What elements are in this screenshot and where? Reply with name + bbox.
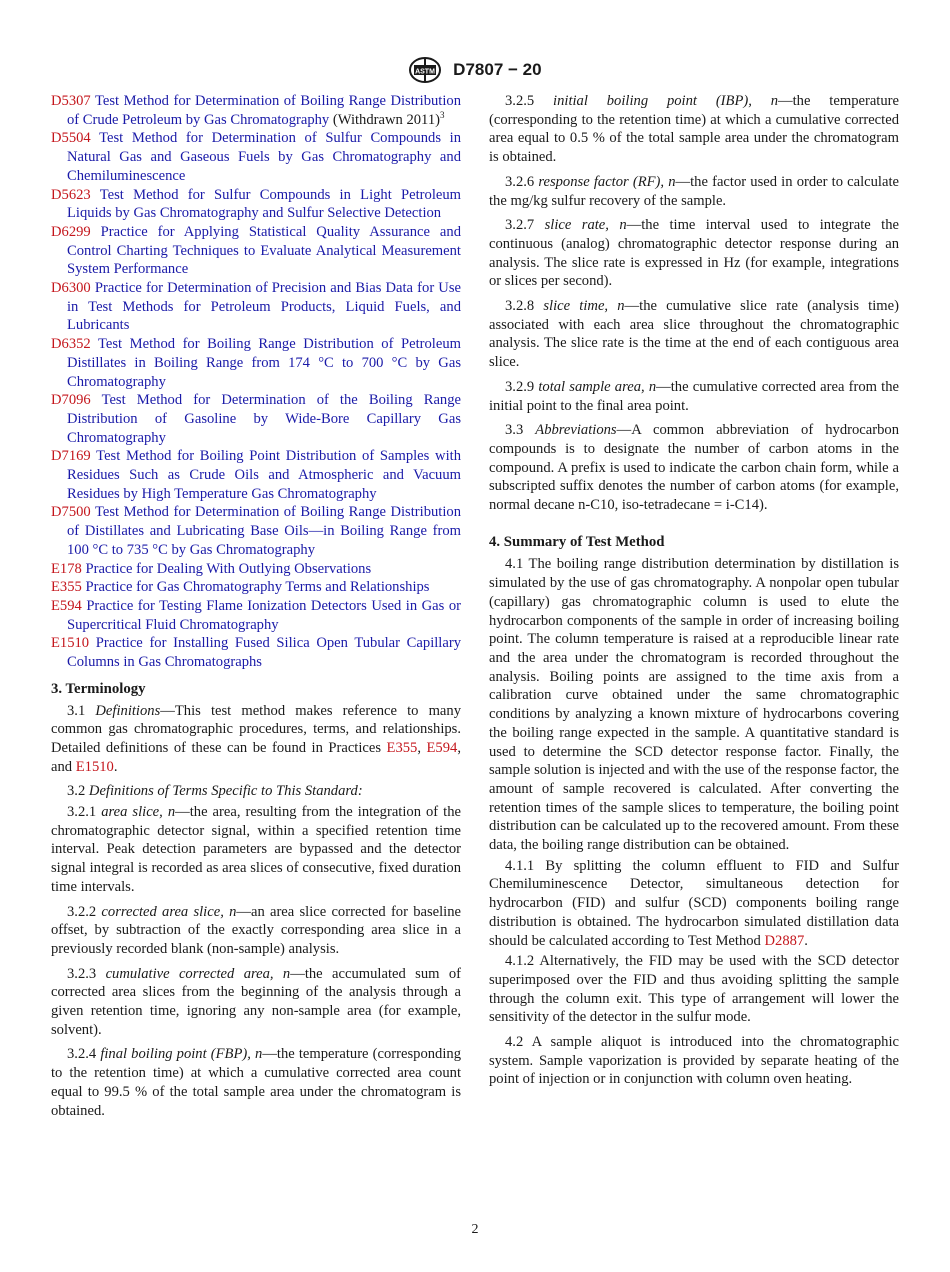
clause-number: 3.2 — [67, 783, 86, 800]
reference-item — [51, 578, 461, 597]
left-column — [51, 92, 461, 1120]
definition-text: —the factor used in order to calculate the mg/kg sulfur recovery of the sample. — [489, 173, 899, 209]
reference-title-link[interactable]: Test Method for Determination of the Boiling Range Distribution of Gasoline by Wide-Bore Capillary Gas Chromatography — [67, 392, 461, 446]
paragraph-3-2-2 — [51, 903, 461, 959]
definition-text: —the temperature (corresponding to the retention time) at which a cumulative corrected area count equal to 99.5 % of the total sample area under the chromatogram is obtained. — [51, 1046, 461, 1119]
clause-number: 3.3 — [505, 422, 524, 439]
reference-item — [51, 279, 461, 335]
reference-code-link[interactable]: D7500 — [51, 504, 91, 521]
link-e1510[interactable]: E1510 — [75, 758, 114, 775]
reference-title-link[interactable]: Practice for Determination of Precision and Bias Data for Use in Test Methods for Petroleum Products, Liquid Fuels, and Lubricants — [67, 280, 461, 334]
term: Abbreviations — [535, 422, 617, 439]
reference-item — [51, 92, 461, 129]
definition-text: —the area, resulting from the integration of the chromatographic detector signal, within a specified retention time interval. Peak detection parameters are bypassed and the detector signal integral is recorded as area slices of consecutive, fixed duration time intervals. — [51, 804, 461, 895]
paragraph-3-2-8 — [489, 297, 899, 372]
clause-number: 3.2.4 — [67, 1046, 97, 1063]
term: initial boiling point (IBP), n — [553, 93, 779, 109]
footnote-marker: 3 — [439, 109, 445, 120]
references-list — [51, 92, 461, 672]
reference-title-link[interactable]: Test Method for Boiling Range Distribution of Petroleum Distillates in Boiling Range from 174 °C to 700 °C by Gas Chromatography — [67, 336, 461, 390]
reference-title-link[interactable]: Practice for Gas Chromatography Terms and Relationships — [85, 579, 430, 596]
reference-item — [51, 597, 461, 634]
paragraph-3-2-7 — [489, 216, 899, 291]
reference-note: (Withdrawn 2011) — [332, 111, 440, 128]
reference-item — [51, 223, 461, 279]
reference-item — [51, 634, 461, 671]
paragraph-3-1 — [51, 702, 461, 777]
reference-item — [51, 129, 461, 185]
reference-item — [51, 560, 461, 579]
paragraph-3-2 — [51, 782, 461, 801]
reference-code-link[interactable]: E355 — [51, 579, 82, 596]
clause-number: 3.2.5 — [505, 93, 535, 109]
reference-code-link[interactable]: D5623 — [51, 186, 91, 203]
paragraph-3-2-9 — [489, 378, 899, 415]
term: slice time, n — [543, 298, 625, 315]
link-e594[interactable]: E594 — [426, 739, 458, 756]
definition-text: —the accumulated sum of corrected area slices from the beginning of the analysis through a given retention time, ignoring any non-sample area (for example, solvent). — [51, 965, 461, 1038]
term: slice rate, n — [544, 217, 627, 234]
reference-item — [51, 186, 461, 223]
reference-title-link[interactable]: Test Method for Determination of Boiling Range Distribution of Distillates and Lubricating Base Oils—in Boiling Range from 100 °C to 735 °C by Gas Chromatography — [67, 504, 461, 558]
definition-text: —the time interval used to integrate the continuous (analog) chromatographic detector response during an analysis. The slice rate is expressed in Hz (for example, integrations or slices per second). — [489, 217, 899, 290]
term: corrected area slice, n — [101, 903, 237, 920]
link-d2887[interactable]: D2887 — [764, 932, 805, 949]
reference-code-link[interactable]: E594 — [51, 597, 82, 614]
paragraph-3-2-5 — [489, 92, 899, 167]
reference-code-link[interactable]: E178 — [51, 560, 82, 577]
period: . — [804, 932, 808, 949]
reference-code-link[interactable]: E1510 — [51, 635, 90, 652]
reference-code-link[interactable]: D5504 — [51, 130, 91, 147]
clause-number: 3.2.2 — [67, 903, 97, 920]
paragraph-3-2-4 — [51, 1045, 461, 1120]
clause-number: 3.2.3 — [67, 965, 97, 982]
clause-number: 3.2.9 — [505, 378, 535, 395]
definition-text: —the temperature (corresponding to the retention time) at which a cumulative corrected area equal to 0.5 % of the total sample area under the chromatogram is obtained. — [489, 93, 899, 166]
reference-code-link[interactable]: D7096 — [51, 392, 91, 409]
definition-text: —the cumulative corrected area from the initial point to the final area point. — [489, 378, 899, 414]
paragraph-3-2-3 — [51, 965, 461, 1040]
paragraph-text: —A common abbreviation of hydrocarbon compounds is to designate the number of carbon atoms in the compound. A prefix is used to indicate the carbon chain form, while a subscripted suffix denotes the number of carbon atoms (for example, normal decane n-C10, iso-tetradecane = i-C14). — [489, 422, 899, 514]
paragraph-3-2-1 — [51, 803, 461, 897]
clause-number: 3.2.1 — [67, 804, 97, 821]
reference-title-link[interactable]: Test Method for Sulfur Compounds in Light Petroleum Liquids by Gas Chromatography and Sulfur Selective Detection — [67, 186, 462, 222]
paragraph-4-2: 4.2 A sample aliquot is introduced into the chromatographic system. Sample vaporization is provided by separate heating of the point of injection or in conjunction with column oven heating. — [489, 1034, 899, 1088]
page-header — [0, 56, 950, 84]
document-designation: D7807 − 20 — [453, 60, 542, 79]
reference-item — [51, 447, 461, 503]
paragraph-3-3 — [489, 421, 899, 515]
term: total sample area, n — [538, 378, 657, 395]
paragraph-3-2-6 — [489, 173, 899, 210]
separator: , and — [51, 739, 461, 775]
period: . — [113, 758, 118, 775]
definition-text: —an area slice corrected for baseline offset, by subtraction of the exactly corresponding area slice in a previously recorded blank (non-sample) analysis. — [51, 903, 462, 957]
reference-code-link[interactable]: D6299 — [51, 223, 91, 240]
reference-title-link[interactable]: Test Method for Determination of Boiling Range Distribution of Crude Petroleum by Gas Chromatography — [67, 93, 461, 128]
term: cumulative corrected area, n — [105, 965, 291, 982]
paragraph-4-1: 4.1 The boiling range distribution determination by distillation is simulated by the use of gas chromatography. A nonpolar open tubular (capillary) gas chromatographic column is used to elute the hydrocarbon components of the sample in order of increasing boiling point. The column temperature is raised at a reproducible linear rate and the area under the chromatogram is recorded throughout the analysis. Boiling points are assigned to the time axis from a calibration curve obtained under the same chromatographic conditions by analyzing a known mixture of hydrocarbons covering the boiling range expected in the sample. A quantitative standard is used to determine the SCD detector response factor. Finally, the sample solution is injected and with the use of the response factor, the amount of sample recovered is calculated. After converting the retention times of the sample slices to temperature, the boiling point distribution can be calculated up to the recovered amount. From these data, the boiling range distribution can be obtained. — [489, 556, 899, 854]
link-e355[interactable]: E355 — [386, 739, 418, 756]
separator: , — [417, 739, 422, 756]
astm-logo-icon — [408, 56, 442, 84]
section-heading-terminology: 3. Terminology — [51, 680, 146, 697]
term: final boiling point (FBP), n — [100, 1046, 263, 1063]
reference-title-link[interactable]: Practice for Dealing With Outlying Observations — [85, 560, 372, 577]
reference-title-link[interactable]: Practice for Installing Fused Silica Open Tubular Capillary Columns in Gas Chromatographs — [67, 635, 461, 671]
paragraph-4-1-1 — [489, 857, 899, 951]
term: Definitions — [95, 702, 161, 719]
reference-title-link[interactable]: Practice for Testing Flame Ionization Detectors Used in Gas or Supercritical Fluid Chromatography — [67, 597, 461, 633]
clause-number: 3.1 — [67, 702, 86, 719]
clause-number: 3.2.7 — [505, 217, 535, 234]
reference-code-link[interactable]: D6300 — [51, 280, 91, 297]
reference-item — [51, 335, 461, 391]
clause-number: 3.2.6 — [505, 173, 535, 190]
reference-code-link[interactable]: D7169 — [51, 448, 91, 465]
clause-number: 3.2.8 — [505, 298, 535, 315]
right-column — [489, 92, 899, 1089]
reference-code-link[interactable]: D6352 — [51, 336, 91, 353]
section-heading-summary: 4. Summary of Test Method — [489, 533, 665, 550]
term: area slice, n — [101, 804, 176, 821]
definition-text: —the cumulative slice rate (analysis time) associated with each area slice throughout the chromatographic analysis. The slice rate is the time at the end of each contiguous area slice. — [489, 298, 899, 371]
reference-code-link[interactable]: D5307 — [51, 93, 91, 109]
svg-text:ASTM: ASTM — [415, 68, 436, 76]
paragraph-text: —This test method makes reference to many common gas chromatographic procedures, terms, and relationships. Detailed definitions of these can be found in Practices — [51, 702, 461, 756]
reference-title-link[interactable]: Test Method for Boiling Point Distribution of Samples with Residues Such as Crude Oils and Atmospheric and Vacuum Residues by High Temperature Gas Chromatography — [67, 448, 461, 502]
page-number: 2 — [471, 1222, 479, 1237]
reference-title-link[interactable]: Test Method for Determination of Sulfur Compounds in Natural Gas and Gaseous Fuels by Gas Chromatography and Chemiluminescence — [67, 130, 461, 184]
reference-item — [51, 503, 461, 559]
paragraph-4-1-2: 4.1.2 Alternatively, the FID may be used with the SCD detector superimposed over the FID and thus avoiding splitting the sample through the column exit. This type of arrangement will lower the sensitivity of the detector in the sulfur mode. — [489, 953, 899, 1026]
term: Definitions of Terms Specific to This Standard: — [88, 783, 363, 800]
reference-item — [51, 391, 461, 447]
paragraph-text: 4.1.1 By splitting the column effluent to FID and Sulfur Chemiluminescence Detector, simultaneous detection for hydrocarbon (FID) and sulfur (SCD) components boiling range distribution is obtained. The hydrocarbon simulated distillation data should be calculated according to Test Method — [489, 857, 899, 949]
reference-title-link[interactable]: Practice for Applying Statistical Quality Assurance and Control Charting Techniques to Evaluate Analytical Measurement System Performance — [67, 223, 461, 278]
term: response factor (RF), n — [538, 173, 676, 190]
